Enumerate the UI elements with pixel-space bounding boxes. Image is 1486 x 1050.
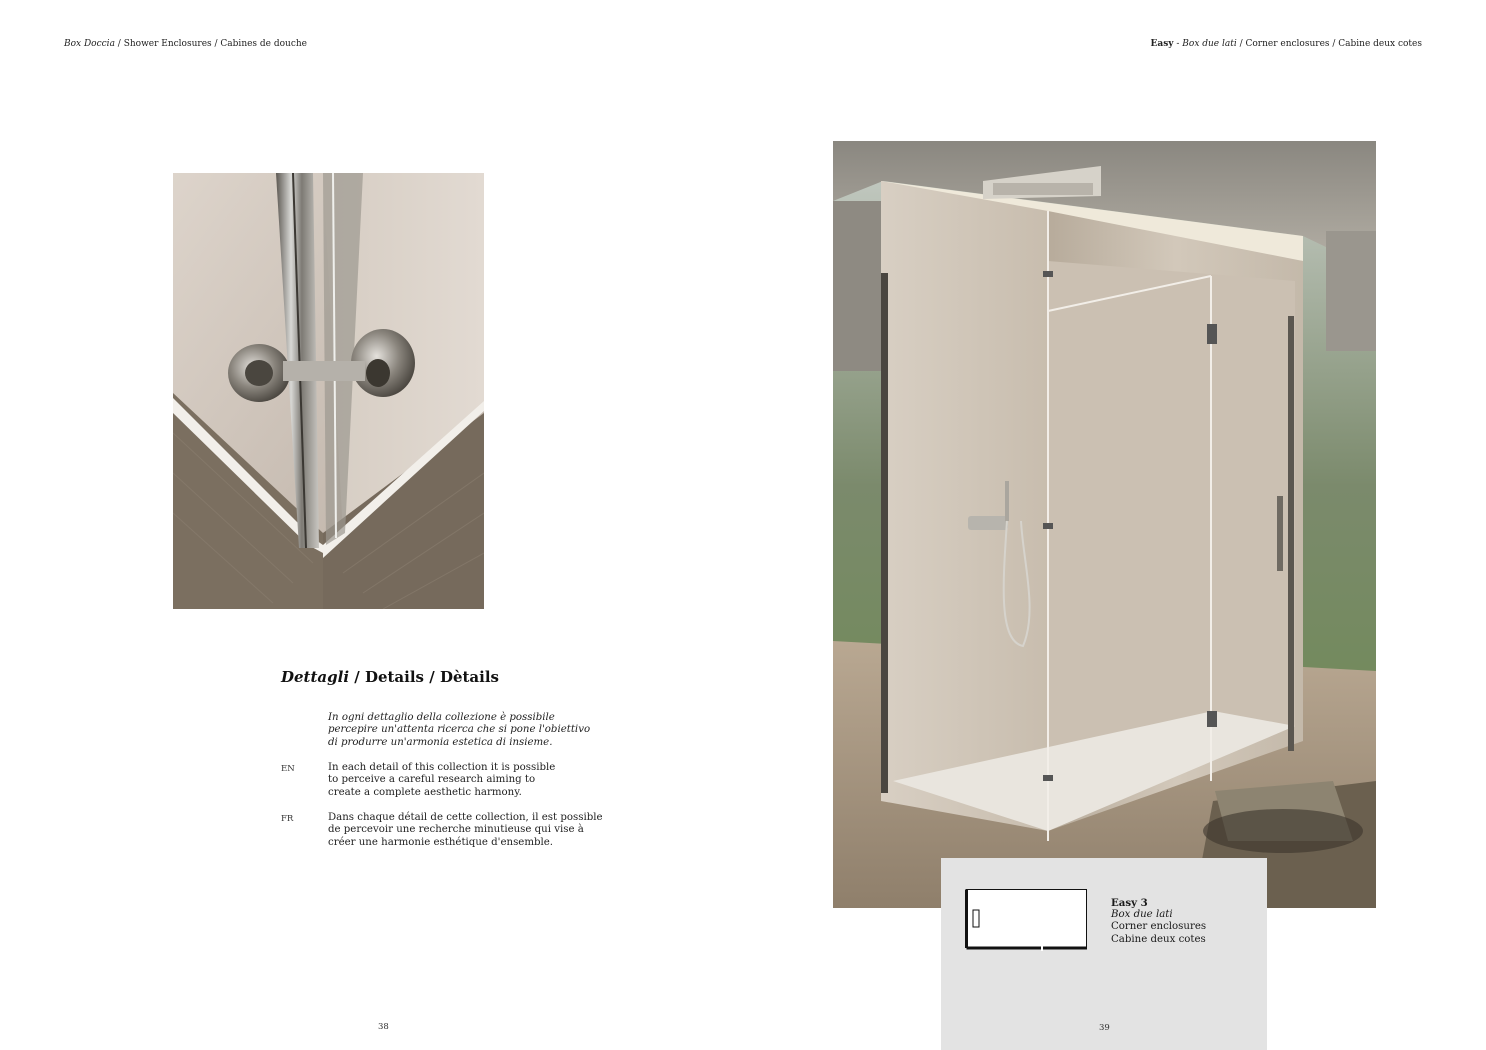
page-number-right: 39 (1099, 1023, 1110, 1033)
product-type-it: Box due lati (1111, 909, 1173, 921)
header-left-fr: Cabines de douche (220, 39, 308, 49)
details-heading-en: Details (364, 668, 424, 686)
details-heading-fr: Dètails (439, 668, 499, 686)
header-right-it: Box due lati (1182, 39, 1237, 49)
header-left-sep: / (211, 39, 221, 49)
text-line: In each detail of this collection it is possible (328, 762, 556, 773)
product-type-fr: Cabine deux cotes (1111, 933, 1206, 945)
lang-label-fr: FR (281, 814, 294, 824)
text-line: créer une harmonie esthétique d'ensemble. (328, 836, 554, 848)
details-text-en (328, 762, 555, 799)
details-heading (281, 668, 499, 686)
lang-label-en: EN (281, 764, 295, 774)
header-left-en: Shower Enclosures (123, 39, 212, 49)
header-right-sep: - (1173, 39, 1183, 49)
header-right-sep: / (1236, 39, 1246, 49)
header-left-it: Box Doccia (64, 39, 115, 49)
shower-enclosure-photo (833, 141, 1376, 908)
header-right-sep: / (1329, 39, 1339, 49)
header-left (64, 39, 307, 49)
header-left-sep: / (114, 39, 124, 49)
text-line: percepire un'attenta ricerca che si pone l'obiettivo (328, 724, 591, 736)
product-name: Easy 3 (1111, 897, 1148, 909)
product-info (1111, 897, 1206, 946)
details-text-fr (328, 812, 603, 849)
text-line: create a complete aesthetic harmony. (328, 786, 522, 798)
details-heading-it: Dettagli (281, 668, 350, 686)
enclosure-plan-diagram (964, 887, 1090, 957)
product-type-en: Corner enclosures (1111, 921, 1207, 933)
text-line: de percevoir une recherche minutieuse qui vise à (328, 824, 584, 836)
text-line: Dans chaque détail de cette collection, il est possible (328, 812, 603, 823)
hinge-detail-photo (173, 173, 484, 609)
header-right-en: Corner enclosures (1245, 39, 1330, 49)
text-line: to perceive a careful research aiming to (328, 774, 536, 786)
page-number-left: 38 (378, 1022, 389, 1032)
header-right (1151, 39, 1422, 49)
header-right-brand: Easy (1150, 39, 1174, 49)
header-right-fr: Cabine deux cotes (1338, 39, 1422, 49)
heading-sep: / (349, 668, 365, 686)
details-text-it (328, 712, 590, 749)
text-line: di produrre un'armonia estetica di insieme. (328, 736, 553, 748)
heading-sep: / (424, 668, 440, 686)
text-line: In ogni dettaglio della collezione è possibile (328, 712, 555, 723)
